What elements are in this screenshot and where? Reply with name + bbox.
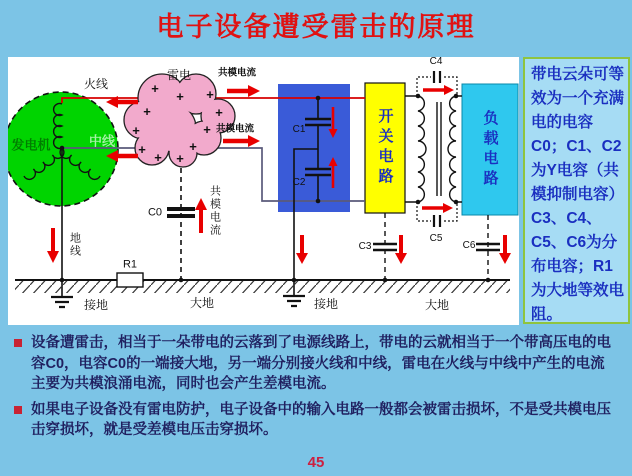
earth-hatching <box>15 281 510 293</box>
svg-text:+: + <box>176 151 184 166</box>
current-arrow-down-mid-ground <box>296 235 308 264</box>
common-mode-current-label-vertical: 共模电流 <box>208 185 221 237</box>
page-title: 电子设备遭受雷击的原理 <box>156 12 476 42</box>
circuit-diagram-panel <box>8 57 519 325</box>
r1-label: R1 <box>122 258 138 271</box>
c5-branch <box>417 202 457 221</box>
generator-label: 发电机 <box>11 137 51 153</box>
info-panel-text: 带电云朵可等效为一个充满电的电容C0；C1、C2为Y电容（共模抑制电容）C3、C4、C5、C6为分布电容；R1为大地等效电阻。 <box>531 66 625 323</box>
switch-circuit-label: 开关电路 <box>376 108 394 188</box>
svg-text:+: + <box>138 142 146 157</box>
svg-text:+: + <box>203 122 211 137</box>
lightning-label: 雷电 <box>166 68 192 82</box>
common-mode-current-arrow-mid-right <box>223 135 260 147</box>
grounding-left-label: 接地 <box>83 298 109 312</box>
earth-right-label: 大地 <box>424 298 450 312</box>
current-arrow-up-c0 <box>195 198 207 233</box>
bullet-text-1: 设备遭雷击，相当于一朵带电的云落到了电源线路上，带电的云就相当于一个带高压电的电容C0，电容C0的一端接大地，另一端分别接火线和中线，雷电在火线与中线中产生的电流主要为共模浪涌电流，同时也会产生差模电流。 <box>31 335 611 392</box>
neutral-wire-label: 中线 <box>88 133 116 149</box>
info-panel <box>523 57 630 324</box>
common-mode-current-arrow-top-right <box>227 85 260 97</box>
live-wire-label: 火线 <box>83 77 109 91</box>
current-arrow-right-c4 <box>423 85 454 95</box>
c6-label: C6 <box>462 240 476 251</box>
svg-text:+: + <box>215 105 223 120</box>
bullet-item-1 <box>14 333 618 395</box>
bullet-square-icon <box>14 339 22 347</box>
page-number: 45 <box>307 454 325 471</box>
bullet-list <box>14 333 618 446</box>
y-capacitor-filter-box <box>278 84 350 212</box>
bullet-text-2: 如果电子设备没有雷电防护，电子设备中的输入电路一般都会被雷击损坏，不是受共模电压击穿损坏，就是受差模电压击穿损坏。 <box>31 401 611 438</box>
earth-left-label: 大地 <box>189 296 215 310</box>
svg-text:+: + <box>132 123 140 138</box>
c3-label: C3 <box>358 241 372 252</box>
current-arrow-right-c5 <box>422 203 453 213</box>
ground-symbol-left <box>51 297 73 307</box>
current-arrow-down-ground-left <box>47 228 59 263</box>
load-circuit-label-box <box>462 84 518 215</box>
c2-label: C2 <box>292 177 306 188</box>
svg-text:+: + <box>176 89 184 104</box>
grounding-mid-label: 接地 <box>313 297 339 311</box>
c4-label: C4 <box>429 56 443 67</box>
bullet-item-2 <box>14 400 618 441</box>
svg-text:+: + <box>189 139 197 154</box>
current-arrow-down-c6 <box>499 235 511 264</box>
switch-circuit-label-box <box>365 83 405 213</box>
transformer <box>418 96 456 202</box>
r1-resistor <box>117 273 143 287</box>
c4-branch <box>417 77 457 96</box>
svg-text:+: + <box>143 104 151 119</box>
c4-capacitor <box>434 71 440 83</box>
c1-label: C1 <box>292 124 306 135</box>
c0-capacitor <box>167 209 195 216</box>
ground-wire-label: 地线 <box>68 232 81 258</box>
bullet-square-icon <box>14 406 22 414</box>
ground-symbol-mid <box>283 296 305 306</box>
common-mode-current-label-top: 共模电流 <box>217 67 257 79</box>
svg-text:+: + <box>154 150 162 165</box>
c3-capacitor <box>373 244 397 250</box>
svg-text:+: + <box>206 87 214 102</box>
c5-capacitor <box>434 215 440 227</box>
load-circuit-label: 负载电路 <box>481 109 499 190</box>
circuit-diagram <box>8 57 519 325</box>
common-mode-current-label-mid: 共模电流 <box>215 123 255 135</box>
c5-label: C5 <box>429 233 443 244</box>
c0-label: C0 <box>147 206 163 219</box>
svg-text:+: + <box>151 81 159 96</box>
